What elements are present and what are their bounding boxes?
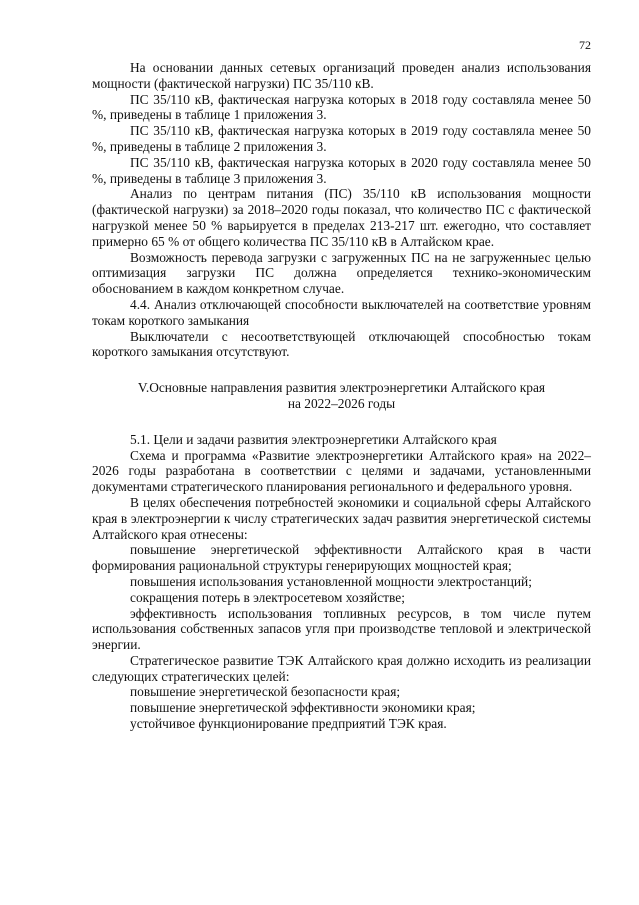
list-item: сокращения потерь в электросетевом хозяйстве;	[130, 589, 405, 605]
paragraph: ПС 35/110 кВ, фактическая нагрузка которых в 2020 году составляла менее 50 %, приведены в таблице 3 приложения 3.	[92, 154, 591, 186]
paragraph: Схема и программа «Развитие электроэнергетики Алтайского края» на 2022–2026 годы разработана в соответствии с целями и задачами, установленными документами стратегического планирования регионального и федерального уровня.	[92, 447, 591, 495]
section-heading-line: на 2022–2026 годы	[287, 395, 396, 411]
paragraph: Выключатели с несоответствующей отключающей способностью токам короткого замыкания отсутствуют.	[92, 328, 591, 360]
subsection-heading: 5.1. Цели и задачи развития электроэнергетики Алтайского края	[130, 431, 497, 447]
paragraph: Возможность перевода загрузки с загруженных ПС на не загруженныес целью оптимизация загрузки ПС должна определяется технико-экономическим обоснованием в каждом конкретном случае.	[92, 249, 591, 297]
list-item: повышение энергетической эффективности экономики края;	[130, 700, 476, 716]
paragraph: В целях обеспечения потребностей экономики и социальной сферы Алтайского края в электроэнергии к числу стратегических задач развития энергетической системы Алтайского края отнесены:	[92, 494, 591, 542]
paragraph: ПС 35/110 кВ, фактическая нагрузка которых в 2018 году составляла менее 50 %, приведены в таблице 1 приложения 3.	[92, 91, 591, 123]
section-heading	[92, 380, 591, 412]
list-item: повышение энергетической эффективности Алтайского края в части формирования рациональной структуры генерирующих мощностей края;	[92, 542, 591, 574]
subsection-heading: 4.4. Анализ отключающей способности выключателей на соответствие уровням токам короткого замыкания	[92, 296, 591, 328]
list-item: повышение энергетической безопасности края;	[130, 684, 401, 700]
list-item: повышения использования установленной мощности электростанций;	[130, 573, 532, 589]
paragraph: Анализ по центрам питания (ПС) 35/110 кВ использования мощности (фактической нагрузки) за 2018–2020 годы показал, что количество ПС с фактической нагрузкой менее 50 % варьируется в пределах 213-217 шт. ежегодно, что составляет примерно 65 % от общего количества ПС 35/110 кВ в Алтайском крае.	[92, 186, 591, 249]
list-item: устойчивое функционирование предприятий ТЭК края.	[130, 716, 447, 732]
paragraph: ПС 35/110 кВ, фактическая нагрузка которых в 2019 году составляла менее 50 %, приведены в таблице 2 приложения 3.	[92, 123, 591, 154]
page-number: 72	[579, 38, 591, 52]
document-body	[92, 36, 591, 732]
section-heading-line: V.Основные направления развития электроэнергетики Алтайского края	[137, 380, 546, 396]
paragraph: Стратегическое развитие ТЭК Алтайского края должно исходить из реализации следующих стратегических целей:	[92, 652, 591, 684]
list-item: эффективность использования топливных ресурсов, в том числе путем использования собственных запасов угля при производстве тепловой и электрической энергии.	[92, 605, 591, 653]
paragraph: На основании данных сетевых организаций проведен анализ использования мощности (фактической нагрузки) ПС 35/110 кВ.	[92, 60, 591, 91]
